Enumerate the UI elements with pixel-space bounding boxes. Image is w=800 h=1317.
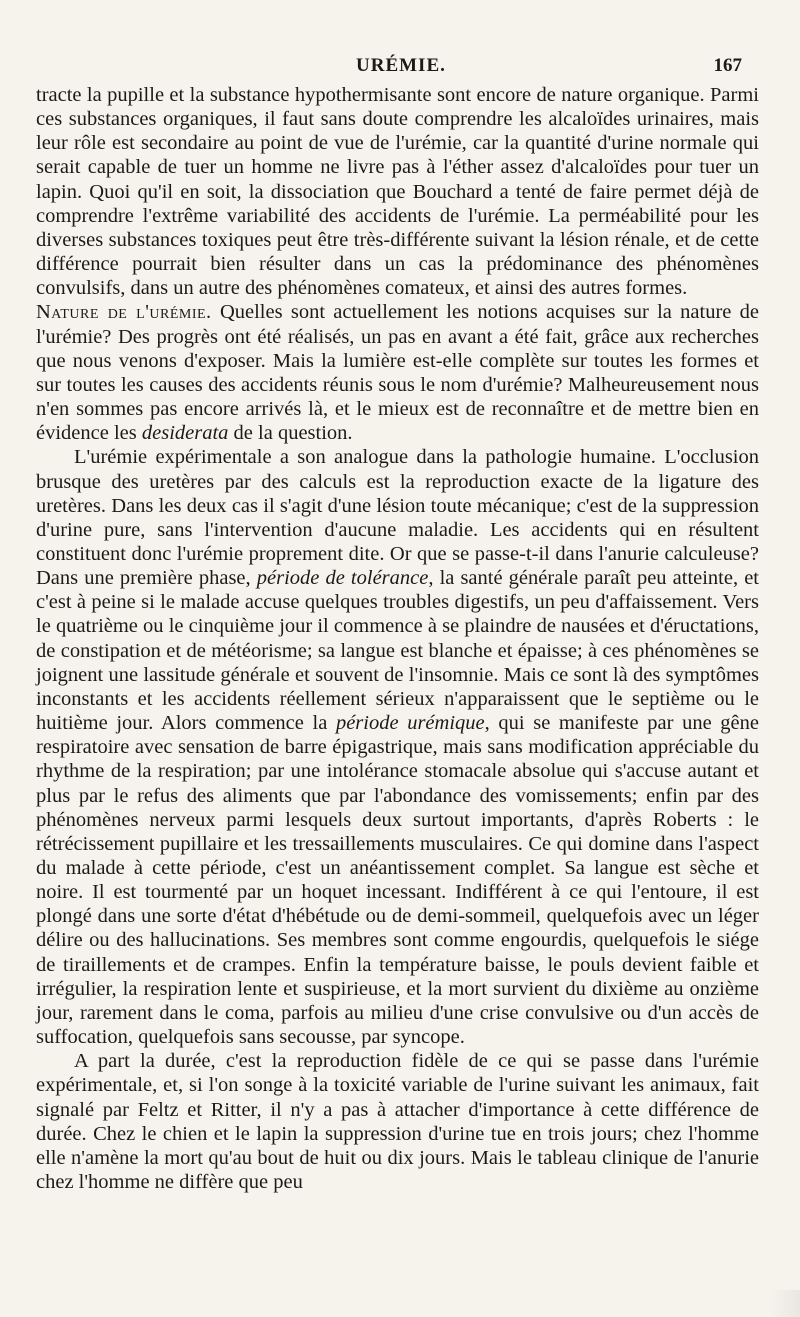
paragraph-2-end: de la question. [228, 422, 353, 445]
section-heading: Nature de l'urémie. [36, 301, 212, 324]
running-header [0, 55, 800, 83]
paragraph-3-text-a: L'urémie expérimentale a son analogue dans la pathologie humaine. L'occlusion brusque des uretères par des calculs est la reproduction exacte de la ligature des uretères. Dans les deux cas il s'agit d'une lésion toute mécanique; c'est de la suppression d'urine pure, sans l'intervention d'aucune maladie. Les accidents qui en résultent constituent donc l'urémie proprement dite. Or que se passe-t-il dans l'anurie calculeuse? Dans une première phase, [36, 446, 759, 590]
page-number: 167 [713, 55, 742, 76]
italic-term-tolerance: période de tolérance [256, 567, 429, 590]
paragraph-2-text: Quelles sont actuellement les notions acquises sur la nature de l'urémie? Des progrès ont été réalisés, un pas en avant a été fait, grâce aux recherches que nous venons d'exposer. Mais la lumière est-elle complète sur toutes les formes et sur toutes les causes des accidents réunis sous le nom d'urémie? Malheureusement nous n'en sommes pas encore arrivés là, et le mieux est de reconnaître et de mettre bien en évidence les [36, 301, 759, 445]
italic-term-desiderata: desiderata [141, 422, 229, 445]
paragraph-3-text-b: , la santé générale paraît peu atteinte, et c'est à peine si le malade accuse quelques troubles digestifs, un peu d'affaissement. Vers le quatrième ou le cinquième jour il commence à se plaindre de nausées et d'éructations, de constipation et de météorisme; sa langue est blanche et épaisse; à ces phénomènes se joignent une lassitude générale et souvent de l'insomnie. Mais ce sont là des symptômes inconstants et les accidents réellement sérieux n'apparaissent que le septième ou le huitième jour. Alors commence la [36, 567, 759, 735]
paragraph-2 [36, 300, 759, 445]
paragraph-1 [36, 83, 759, 300]
page-edge-shadow [770, 1290, 800, 1317]
paragraph-4 [36, 1049, 759, 1194]
running-title: URÉMIE. [356, 55, 446, 76]
paragraph-3 [36, 445, 759, 1049]
paragraph-4-text: A part la durée, c'est la reproduction fidèle de ce qui se passe dans l'urémie expérimentale, et, si l'on songe à la toxicité variable de l'urine suivant les animaux, fait signalé par Feltz et Ritter, il n'y a pas à attacher d'importance à cette différence de durée. Chez le chien et le lapin la suppression d'urine tue en trois jours; chez l'homme elle n'amène la mort qu'au bout de huit ou dix jours. Mais le tableau clinique de l'anurie chez l'homme ne diffère que peu [36, 1050, 759, 1194]
paragraph-1-text: tracte la pupille et la substance hypothermisante sont encore de nature organique. Parmi ces substances organiques, il faut sans doute comprendre les alcaloïdes urinaires, mais leur rôle est secondaire au point de vue de l'urémie, car la quantité d'urine normale qui serait capable de tuer un homme ne livre pas à l'éther assez d'alcaloïdes pour tuer un lapin. Quoi qu'il en soit, la dissociation que Bouchard a tenté de faire permet déjà de comprendre l'extrême variabilité des accidents de l'urémie. La perméabilité pour les diverses substances toxiques peut être très-différente suivant la lésion rénale, et de cette différence pourrait bien résulter dans un cas la prédominance des phénomènes convulsifs, dans un autre des phénomènes comateux, et ainsi des autres formes. [36, 84, 759, 300]
body-text [36, 83, 759, 1194]
italic-term-uremique: période urémique [335, 712, 485, 735]
paragraph-3-text-c: , qui se manifeste par une gêne respiratoire avec sensation de barre épigastrique, mais sans modification appréciable du rhythme de la respiration; par une intolérance stomacale absolue qui s'accuse autant et plus par le refus des aliments que par l'abondance des vomissements; enfin par des phénomènes nerveux parmi lesquels deux surtout importants, d'après Roberts : le rétrécissement pupillaire et les tressaillements musculaires. Ce qui domine dans l'aspect du malade à cette période, c'est un anéantissement complet. Sa langue est sèche et noire. Il est tourmenté par un hoquet incessant. Indifférent à ce qui l'entoure, il est plongé dans une sorte d'état d'hébétude ou de demi-sommeil, quelquefois avec un léger délire ou des hallucinations. Ses membres sont comme engourdis, quelquefois le siége de tiraillements et de crampes. Enfin la température baisse, le pouls devient faible et irrégulier, la respiration lente et suspirieuse, et la mort survient du dixième au onzième jour, rarement dans le coma, parfois au milieu d'une crise convulsive ou d'un accès de suffocation, quelquefois sans secousse, par syncope. [36, 712, 759, 1049]
